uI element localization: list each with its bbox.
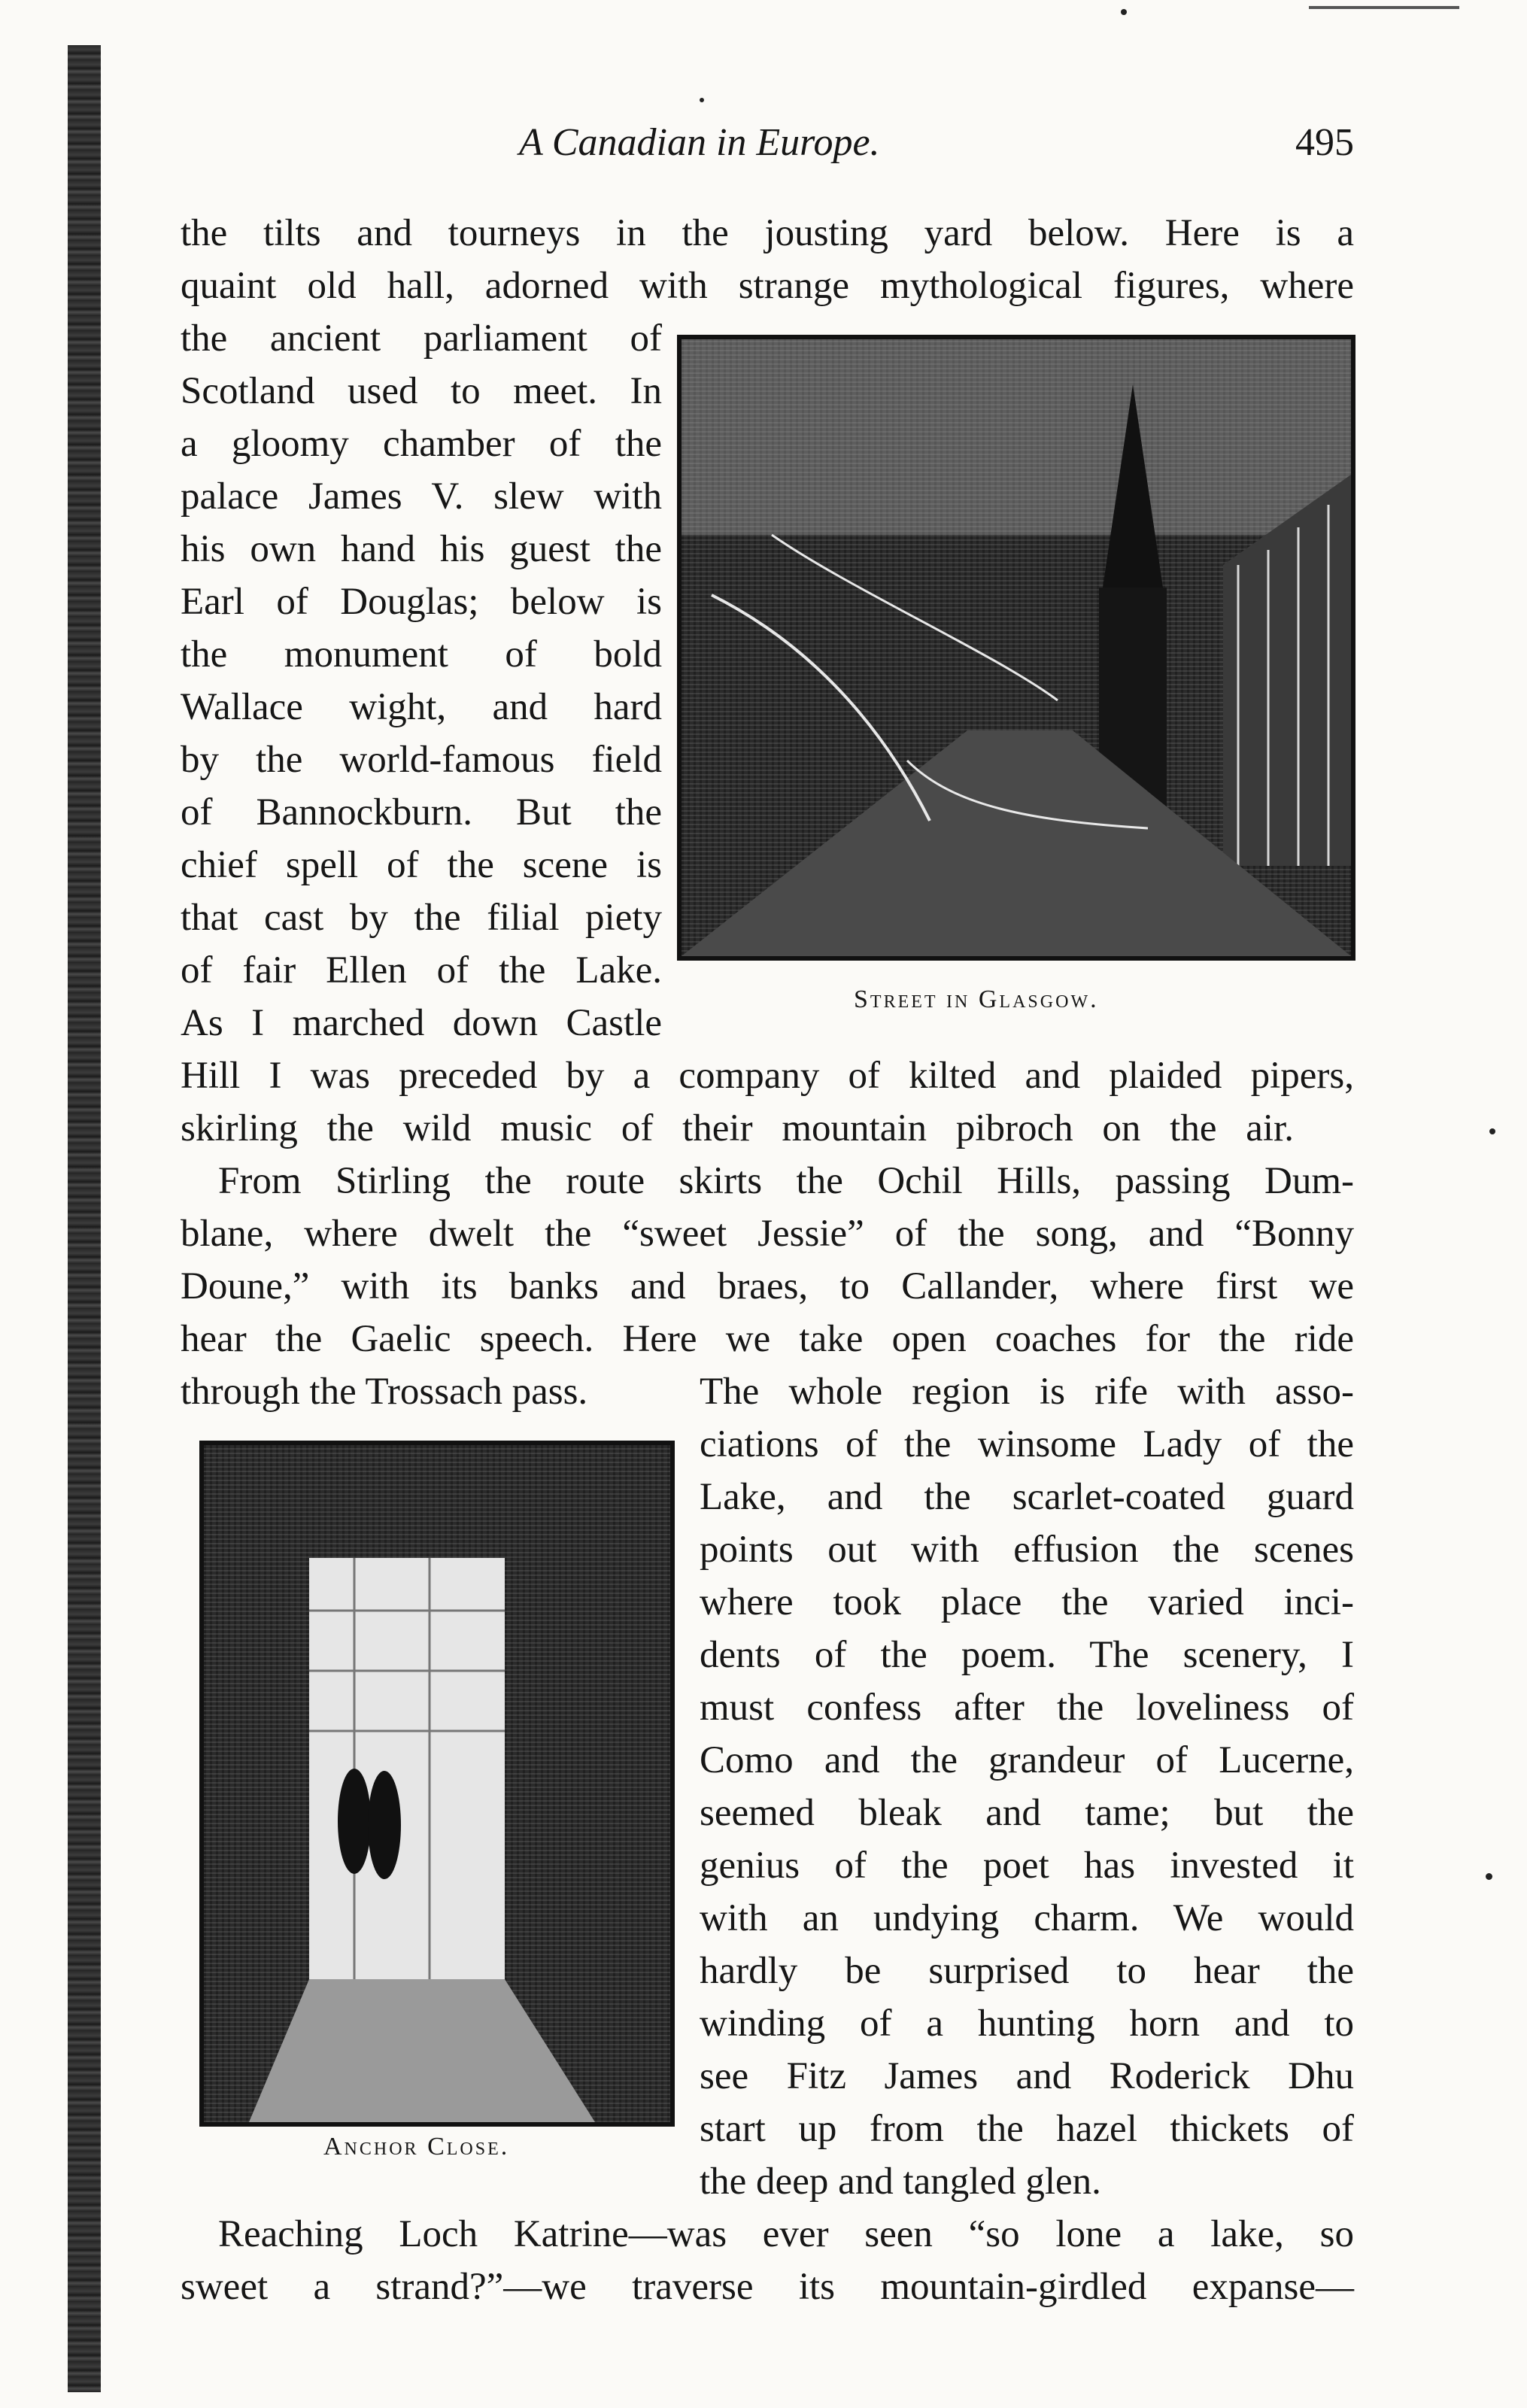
text-line: must confess after the loveliness of	[700, 1687, 1354, 1729]
text-line: hardly be surprised to hear the	[700, 1950, 1354, 1992]
text-line: dents of the poem. The scenery, I	[700, 1634, 1354, 1676]
text-line: chief spell of the scene is	[181, 844, 662, 886]
text-line: skirling the wild music of their mountain pibroch on the air.	[181, 1107, 1294, 1149]
text-line: the monument of bold	[181, 633, 662, 676]
ink-speck	[1486, 1873, 1492, 1880]
text-line: the ancient parliament of	[181, 317, 662, 360]
book-spine-edge	[68, 45, 101, 2392]
anchor-close-caption: Anchor Close.	[323, 2133, 510, 2161]
text-line: his own hand his guest the	[181, 528, 662, 570]
text-line: through the Trossach pass.	[181, 1371, 588, 1413]
text-line: start up from the hazel thickets of	[700, 2108, 1354, 2150]
text-line: Scotland used to meet. In	[181, 370, 662, 412]
text-line: sweet a strand?”—we traverse its mountain-girdled expanse—	[181, 2266, 1354, 2308]
text-line: Lake, and the scarlet-coated guard	[700, 1476, 1354, 1518]
text-line: ciations of the winsome Lady of the	[700, 1423, 1354, 1465]
running-title: A Canadian in Europe.	[519, 121, 880, 164]
text-line: by the world-famous field	[181, 739, 662, 781]
text-line: genius of the poet has invested it	[700, 1845, 1354, 1887]
text-line: the tilts and tourneys in the jousting yard below. Here is a	[181, 212, 1354, 254]
text-line: winding of a hunting horn and to	[700, 2003, 1354, 2045]
ink-speck	[1121, 9, 1127, 15]
ink-speck	[700, 98, 704, 102]
text-line: of fair Ellen of the Lake.	[181, 949, 662, 991]
text-line: points out with effusion the scenes	[700, 1529, 1354, 1571]
text-line: Doune,” with its banks and braes, to Callander, where first we	[181, 1265, 1354, 1307]
text-line: Hill I was preceded by a company of kilted and plaided pipers,	[181, 1055, 1354, 1097]
text-line: As I marched down Castle	[181, 1002, 662, 1044]
text-line: The whole region is rife with asso-	[700, 1371, 1354, 1413]
text-line: of Bannockburn. But the	[181, 791, 662, 834]
top-rule	[1309, 6, 1459, 9]
text-line: Wallace wight, and hard	[181, 686, 662, 728]
text-line: a gloomy chamber of the	[181, 423, 662, 465]
text-line: where took place the varied inci-	[700, 1581, 1354, 1623]
text-line: seemed bleak and tame; but the	[700, 1792, 1354, 1834]
anchor-close-engraving	[199, 1441, 675, 2127]
text-line: palace James V. slew with	[181, 475, 662, 518]
street-in-glasgow-engraving	[677, 335, 1355, 961]
page-number: 495	[1295, 121, 1354, 164]
text-line: quaint old hall, adorned with strange mythological figures, where	[181, 265, 1354, 307]
page-header	[181, 120, 1354, 181]
text-line: Earl of Douglas; below is	[181, 581, 662, 623]
text-line: see Fitz James and Roderick Dhu	[700, 2055, 1354, 2097]
ink-speck	[1489, 1128, 1495, 1134]
text-line: with an undying charm. We would	[700, 1897, 1354, 1939]
text-line: Como and the grandeur of Lucerne,	[700, 1739, 1354, 1781]
glasgow-caption: Street in Glasgow.	[854, 985, 1099, 1013]
text-line: that cast by the filial piety	[181, 897, 662, 939]
text-line: blane, where dwelt the “sweet Jessie” of the song, and “Bonny	[181, 1213, 1354, 1255]
text-line: Reaching Loch Katrine—was ever seen “so lone a lake, so	[218, 2213, 1354, 2255]
text-line: the deep and tangled glen.	[700, 2161, 1101, 2203]
text-line: From Stirling the route skirts the Ochil Hills, passing Dum-	[218, 1160, 1354, 1202]
text-line: hear the Gaelic speech. Here we take open coaches for the ride	[181, 1318, 1354, 1360]
